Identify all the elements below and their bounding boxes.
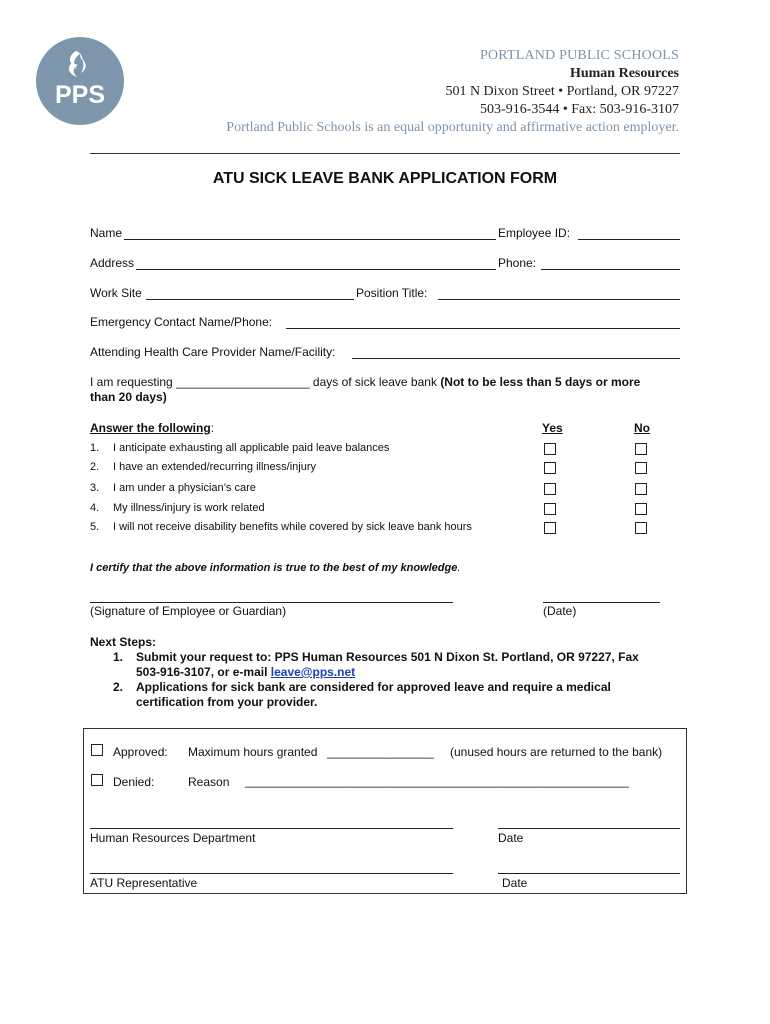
question-1-yes-checkbox[interactable] xyxy=(544,443,556,455)
question-5-no-checkbox[interactable] xyxy=(635,522,647,534)
address-field[interactable] xyxy=(136,269,496,270)
step-1-line-2-text: 503-916-3107, or e-mail xyxy=(136,665,268,679)
request-days-field[interactable]: ____________________ xyxy=(176,375,310,389)
certify-period: . xyxy=(457,562,461,574)
eeo-statement: Portland Public Schools is an equal opportunity and affirmative action employer. xyxy=(226,120,679,135)
position-title-field[interactable] xyxy=(438,299,680,300)
yes-column-header: Yes xyxy=(542,421,563,435)
provider-label: Attending Health Care Provider Name/Facility: xyxy=(90,345,336,359)
question-4-no-checkbox[interactable] xyxy=(635,503,647,515)
certify-statement xyxy=(90,562,460,575)
request-note-1: (Not to be less than 5 days or more xyxy=(440,375,641,389)
request-middle: days of sick leave bank xyxy=(312,375,437,389)
denied-label: Denied: xyxy=(113,775,155,789)
max-hours-label: Maximum hours granted xyxy=(188,745,318,759)
question-1-number: 1. xyxy=(90,442,100,454)
question-2-text: I have an extended/recurring illness/injury xyxy=(113,461,317,473)
work-site-field[interactable] xyxy=(146,299,354,300)
form-title: ATU SICK LEAVE BANK APPLICATION FORM xyxy=(212,170,558,187)
reason-label: Reason xyxy=(188,775,230,789)
position-title-label: Position Title: xyxy=(356,286,428,300)
request-line xyxy=(90,375,640,389)
atu-date-field[interactable] xyxy=(498,873,680,874)
question-5-yes-checkbox[interactable] xyxy=(544,522,556,534)
provider-field[interactable] xyxy=(352,358,680,359)
hr-date-label: Date xyxy=(498,831,524,845)
no-column-header: No xyxy=(634,421,650,435)
address-label: Address xyxy=(90,256,135,270)
approved-checkbox[interactable] xyxy=(91,744,103,756)
hr-dept-label: Human Resources Department xyxy=(90,831,256,845)
approved-label: Approved: xyxy=(113,745,168,759)
unused-hours-note: (unused hours are returned to the bank) xyxy=(450,745,663,759)
org-name: PORTLAND PUBLIC SCHOOLS xyxy=(479,48,679,63)
question-3-yes-checkbox[interactable] xyxy=(544,483,556,495)
logo-text: PPS xyxy=(54,81,106,109)
question-3-no-checkbox[interactable] xyxy=(635,483,647,495)
emergency-contact-field[interactable] xyxy=(286,328,680,329)
employee-id-field[interactable] xyxy=(578,239,680,240)
address-line: 501 N Dixon Street • Portland, OR 97227 xyxy=(445,84,679,99)
emergency-contact-label: Emergency Contact Name/Phone: xyxy=(90,315,273,329)
step-2-line-2: certification from your provider. xyxy=(136,695,318,709)
question-5-number: 5. xyxy=(90,521,100,533)
phone-label: Phone: xyxy=(498,256,537,270)
atu-date-label: Date xyxy=(502,876,528,890)
denied-checkbox[interactable] xyxy=(91,774,103,786)
step-2-number: 2. xyxy=(113,680,124,694)
question-4-yes-checkbox[interactable] xyxy=(544,503,556,515)
employee-id-label: Employee ID: xyxy=(498,226,571,240)
email-link[interactable]: leave@pps.net xyxy=(270,665,356,679)
max-hours-field[interactable]: ________________ xyxy=(327,745,434,759)
hr-date-field[interactable] xyxy=(498,828,680,829)
name-field[interactable] xyxy=(124,239,496,240)
request-note-2: than 20 days) xyxy=(90,390,167,404)
phone-field[interactable] xyxy=(541,269,680,270)
certify-text: I certify that the above information is true to the best of my knowledge xyxy=(90,562,458,574)
question-5-text: I will not receive disability benefits while covered by sick leave bank hours xyxy=(113,521,472,533)
questions-heading: Answer the following xyxy=(90,421,211,435)
question-1-no-checkbox[interactable] xyxy=(635,443,647,455)
phone-fax-line: 503-916-3544 • Fax: 503-916-3107 xyxy=(480,102,679,117)
request-prefix: I am requesting xyxy=(90,375,173,389)
step-1-line-1: Submit your request to: PPS Human Resources 501 N Dixon St. Portland, OR 97227, Fax xyxy=(136,650,639,664)
step-1-number: 1. xyxy=(113,650,124,664)
reason-field[interactable]: ____________________________________________________________ xyxy=(245,776,629,788)
question-4-text: My illness/injury is work related xyxy=(113,502,265,514)
pps-logo xyxy=(36,37,124,125)
step-2-line-1: Applications for sick bank are considered for approved leave and require a medical xyxy=(136,680,611,694)
atu-signature-field[interactable] xyxy=(90,873,453,874)
hr-signature-field[interactable] xyxy=(90,828,453,829)
step-1-line-2 xyxy=(136,665,355,679)
question-2-no-checkbox[interactable] xyxy=(635,462,647,474)
department-name: Human Resources xyxy=(569,66,679,81)
question-3-number: 3. xyxy=(90,482,100,494)
header-divider xyxy=(90,153,680,154)
atu-rep-label: ATU Representative xyxy=(90,876,198,890)
signature-field[interactable] xyxy=(90,602,453,603)
question-2-yes-checkbox[interactable] xyxy=(544,462,556,474)
next-steps-heading: Next Steps: xyxy=(90,635,157,649)
question-4-number: 4. xyxy=(90,502,100,514)
questions-heading-colon: : xyxy=(210,421,215,435)
name-label: Name xyxy=(90,226,123,240)
question-1-text: I anticipate exhausting all applicable paid leave balances xyxy=(113,442,390,454)
signature-label: (Signature of Employee or Guardian) xyxy=(90,604,287,618)
question-3-text: I am under a physician’s care xyxy=(113,482,256,494)
questions-heading-row xyxy=(90,421,214,435)
work-site-label: Work Site xyxy=(90,286,142,300)
date-label: (Date) xyxy=(543,604,577,618)
question-2-number: 2. xyxy=(90,461,100,473)
date-field[interactable] xyxy=(543,602,660,603)
